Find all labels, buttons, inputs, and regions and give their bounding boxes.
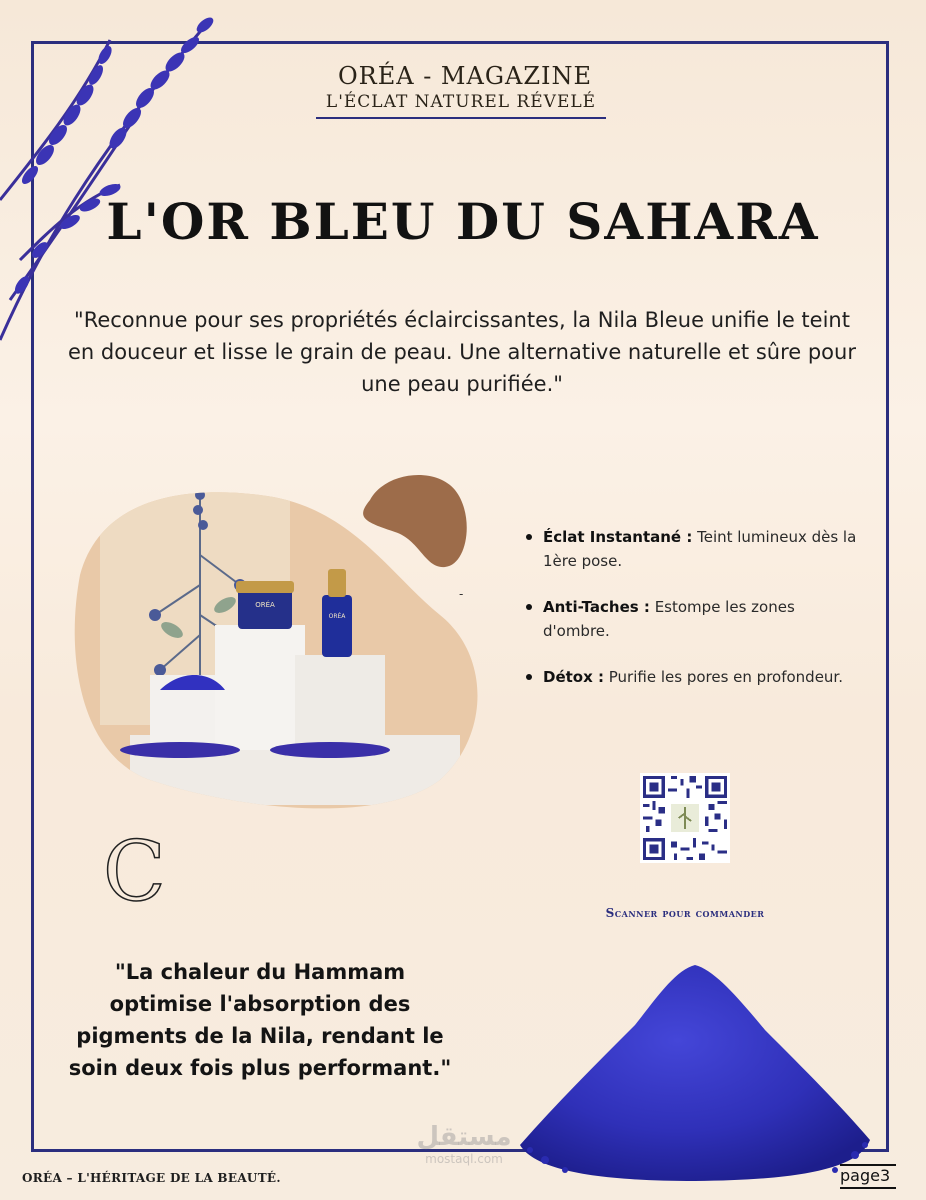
- benefit-title: Anti-Taches :: [543, 598, 650, 616]
- list-item: [525, 595, 865, 643]
- list-item: [525, 665, 865, 689]
- subtitle-underline: [316, 117, 606, 119]
- list-item: [525, 525, 865, 573]
- benefit-text: Purifie les pores en profondeur.: [604, 668, 843, 686]
- serum-brand-label: ORÉA: [328, 613, 346, 620]
- page-number: page3: [840, 1164, 896, 1189]
- benefit-text: Estompe les zones d'ombre.: [543, 598, 795, 640]
- magazine-subtitle: L'ÉCLAT NATUREL RÉVELÉ: [325, 92, 597, 112]
- product-photo: [60, 465, 485, 810]
- article-intro: "Reconnue pour ses propriétés éclaircissantes, la Nila Bleue unifie le teint en douceur et lisse le grain de peau. Une alternative naturelle et sûre pour une peau purifiée.": [68, 308, 856, 396]
- watermark-latin: mostaql.com: [425, 1152, 503, 1166]
- drop-cap: C: [103, 825, 166, 920]
- magazine-title: ORÉA - MAGAZINE: [337, 62, 593, 90]
- pull-quote: "La chaleur du Hammam optimise l'absorption des pigments de la Nila, rendant le soin deux fois plus performant.": [68, 960, 452, 1080]
- benefit-text: Teint lumineux dès la 1ère pose.: [543, 528, 857, 570]
- qr-code[interactable]: [640, 773, 730, 863]
- qr-caption: Scanner pour commander: [605, 906, 765, 920]
- benefit-title: Détox :: [543, 668, 604, 686]
- watermark: [404, 1122, 524, 1166]
- benefit-title: Éclat Instantané :: [543, 528, 693, 546]
- indigo-powder-image: [515, 955, 875, 1185]
- jar-brand-label: ORÉA: [255, 601, 275, 609]
- watermark-arabic: مستقل: [416, 1122, 512, 1152]
- benefits-list: [525, 525, 865, 711]
- article-title: L'OR BLEU DU SAHARA: [106, 192, 820, 251]
- footer-brand-line: ORÉA – L'HÉRITAGE DE LA BEAUTÉ.: [22, 1171, 281, 1185]
- separator-mark: -: [459, 587, 464, 601]
